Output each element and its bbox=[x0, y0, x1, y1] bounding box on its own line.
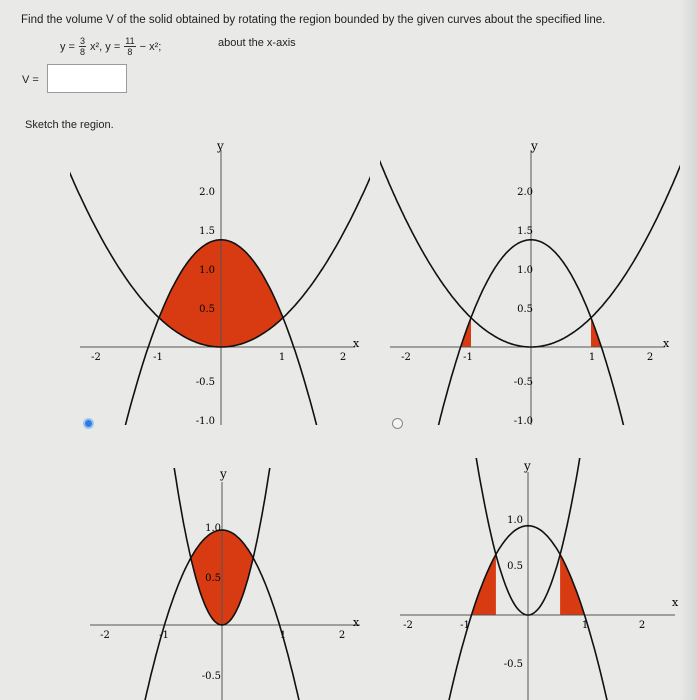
eq-y2-suffix: − x²; bbox=[139, 40, 162, 53]
volume-answer-input[interactable] bbox=[47, 64, 127, 93]
frac2-den: 8 bbox=[127, 47, 133, 57]
y-axis-label: y bbox=[220, 468, 227, 481]
ytick-0.5: 0.5 bbox=[517, 304, 533, 315]
ytick-2.0: 2.0 bbox=[199, 187, 215, 198]
ytick-1.5: 1.5 bbox=[199, 226, 215, 237]
xtick-1: 1 bbox=[279, 630, 287, 641]
graph-option-c bbox=[80, 468, 370, 700]
ytick-0.5: 0.5 bbox=[205, 573, 221, 584]
curve-parabola-up bbox=[390, 458, 679, 615]
y-axis-label: y bbox=[217, 139, 224, 153]
x-axis-label: x bbox=[672, 596, 679, 609]
ytick-1.5: 1.5 bbox=[517, 226, 533, 237]
frac-3-8 bbox=[79, 36, 86, 57]
ytick-neg0.5: -0.5 bbox=[503, 659, 523, 670]
ytick-1.0: 1.0 bbox=[517, 265, 533, 276]
radio-option-a[interactable] bbox=[83, 418, 94, 429]
xtick-neg1: -1 bbox=[153, 352, 163, 363]
volume-label: V = bbox=[22, 74, 39, 86]
xtick-neg1: -1 bbox=[463, 352, 473, 363]
frac2-num: 11 bbox=[125, 36, 135, 46]
xtick-1: 1 bbox=[278, 352, 286, 363]
page-shadow bbox=[679, 0, 697, 700]
graph-option-d bbox=[390, 458, 690, 700]
ytick-1.0: 1.0 bbox=[199, 265, 215, 276]
frac-11-8 bbox=[124, 36, 135, 57]
ytick-neg1.0: -1.0 bbox=[513, 416, 533, 425]
xtick-neg2: -2 bbox=[401, 352, 411, 363]
eq-y1-prefix: y = bbox=[60, 40, 75, 53]
ytick-1.0: 1.0 bbox=[205, 523, 221, 534]
xtick-1: 1 bbox=[581, 620, 589, 631]
equation bbox=[60, 36, 161, 57]
question-text: Find the volume V of the solid obtained by rotating the region bounded by the given curves about the specified line. bbox=[21, 14, 606, 26]
graph-option-a bbox=[70, 135, 370, 425]
xtick-1: 1 bbox=[588, 352, 596, 363]
y-axis-label: y bbox=[524, 459, 531, 473]
ytick-2.0: 2.0 bbox=[517, 187, 533, 198]
xtick-2: 2 bbox=[338, 630, 346, 641]
frac1-num: 3 bbox=[79, 36, 85, 46]
xtick-neg1: -1 bbox=[159, 630, 169, 641]
xtick-2: 2 bbox=[339, 352, 347, 363]
xtick-2: 2 bbox=[646, 352, 654, 363]
frac1-den: 8 bbox=[79, 47, 85, 57]
xtick-neg2: -2 bbox=[91, 352, 101, 363]
x-axis-label: x bbox=[663, 337, 670, 350]
xtick-neg2: -2 bbox=[403, 620, 413, 631]
radio-option-b[interactable] bbox=[392, 418, 403, 429]
ytick-0.5: 0.5 bbox=[507, 561, 523, 572]
ytick-neg1.0: -1.0 bbox=[195, 416, 215, 425]
ytick-neg0.5: -0.5 bbox=[513, 377, 533, 388]
curve-parabola-up bbox=[380, 149, 680, 347]
ytick-neg0.5: -0.5 bbox=[195, 377, 215, 388]
xtick-2: 2 bbox=[638, 620, 646, 631]
ytick-1.0: 1.0 bbox=[507, 515, 523, 526]
ytick-0.5: 0.5 bbox=[199, 304, 215, 315]
xtick-neg2: -2 bbox=[100, 630, 110, 641]
ytick-neg0.5: -0.5 bbox=[201, 671, 221, 682]
x-axis-label: x bbox=[353, 616, 360, 629]
about-axis: about the x-axis bbox=[218, 37, 296, 49]
graph-option-b bbox=[380, 135, 680, 425]
sketch-label: Sketch the region. bbox=[25, 119, 114, 131]
y-axis-label: y bbox=[531, 139, 538, 153]
x-axis-label: x bbox=[353, 337, 360, 350]
eq-y1-suffix: x², y = bbox=[90, 40, 121, 53]
xtick-neg1: -1 bbox=[460, 620, 470, 631]
